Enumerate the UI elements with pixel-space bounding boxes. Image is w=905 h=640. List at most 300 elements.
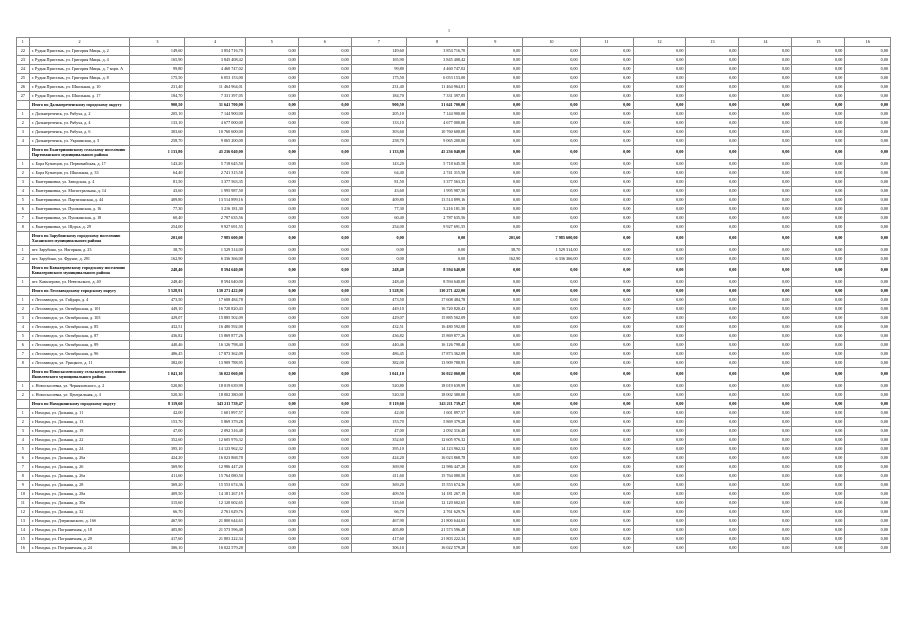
value-cell: 0,00 xyxy=(245,137,298,146)
value-cell: 0,00 xyxy=(633,472,686,481)
value-cell: 16 720 820,43 xyxy=(185,305,245,314)
address-cell: г. Дальнереченск, ул. Украинская, д. 3 xyxy=(29,137,130,146)
value-cell: 0,00 xyxy=(633,56,686,65)
address-cell: Итого по Кавалеровскому городскому поселению Кавалеровского муниципального района xyxy=(29,264,130,278)
value-cell: 13 909 788,95 xyxy=(406,359,467,368)
value-cell: 0,00 xyxy=(298,517,351,526)
address-cell: г. Рудня Пристань, ул. Школьная, д. 10 xyxy=(29,83,130,92)
value-cell: 42,00 xyxy=(130,409,185,418)
value-cell: 0,00 xyxy=(580,196,633,205)
value-cell: 0,00 xyxy=(792,205,845,214)
value-cell: 0,00 xyxy=(468,137,523,146)
value-cell: 258,70 xyxy=(351,137,406,146)
value-cell: 0,00 xyxy=(739,246,792,255)
value-cell: 0,00 xyxy=(298,499,351,508)
value-cell: 0,00 xyxy=(739,278,792,287)
value-cell: 21 800 644,63 xyxy=(185,517,245,526)
value-cell: 162,90 xyxy=(468,255,523,264)
value-cell: 0,00 xyxy=(686,359,739,368)
value-cell: 8 594 640,00 xyxy=(406,278,467,287)
row-number-cell: 22 xyxy=(17,47,30,56)
value-cell: 0,00 xyxy=(633,508,686,517)
row-number-cell: 1 xyxy=(17,160,30,169)
value-cell: 0,00 xyxy=(351,255,406,264)
table-row xyxy=(17,223,891,232)
table-row xyxy=(17,341,891,350)
value-cell: 0,00 xyxy=(468,110,523,119)
value-cell: 0,00 xyxy=(468,214,523,223)
value-cell: 0,00 xyxy=(792,436,845,445)
value-cell: 0,00 xyxy=(523,454,580,463)
value-cell: 13 514 899,16 xyxy=(406,196,467,205)
value-cell: 0,00 xyxy=(580,287,633,296)
value-cell: 0,00 xyxy=(686,391,739,400)
value-cell: 6 336 366,00 xyxy=(185,255,245,264)
table-row xyxy=(17,508,891,517)
value-cell: 0,00 xyxy=(686,47,739,56)
value-cell: 0,00 xyxy=(468,332,523,341)
value-cell: 303,60 xyxy=(351,128,406,137)
value-cell: 0,00 xyxy=(245,382,298,391)
value-cell: 0,00 xyxy=(580,128,633,137)
value-cell: 411,60 xyxy=(351,472,406,481)
value-cell: 231,40 xyxy=(130,83,185,92)
subtotal-row xyxy=(17,146,891,160)
value-cell: 201,60 xyxy=(468,232,523,246)
value-cell: 0,00 xyxy=(633,454,686,463)
table-row xyxy=(17,535,891,544)
value-cell: 0,00 xyxy=(523,101,580,110)
value-cell: 0,00 xyxy=(633,526,686,535)
value-cell: 0,00 xyxy=(792,517,845,526)
value-cell: 2 787 635,56 xyxy=(406,214,467,223)
value-cell: 0,00 xyxy=(792,454,845,463)
value-cell: 0,00 xyxy=(523,314,580,323)
row-number-cell: 27 xyxy=(17,92,30,101)
value-cell: 424,20 xyxy=(130,454,185,463)
table-row xyxy=(17,382,891,391)
value-cell: 417,60 xyxy=(351,535,406,544)
value-cell: 0,00 xyxy=(845,160,891,169)
value-cell: 0,00 xyxy=(845,535,891,544)
value-cell: 0,00 xyxy=(298,128,351,137)
value-cell: 0,00 xyxy=(245,169,298,178)
value-cell: 0,00 xyxy=(351,232,406,246)
value-cell: 0,00 xyxy=(245,517,298,526)
value-cell: 0,00 xyxy=(468,418,523,427)
value-cell: 3 377 563,35 xyxy=(185,178,245,187)
address-cell: г. Находка, ул. Дальняя, д. 30а xyxy=(29,499,130,508)
table-row xyxy=(17,137,891,146)
column-number-row xyxy=(17,38,891,47)
value-cell: 0,00 xyxy=(686,526,739,535)
value-cell: 0,00 xyxy=(845,517,891,526)
row-number-cell: 1 xyxy=(17,246,30,255)
value-cell: 16 023 868,78 xyxy=(406,454,467,463)
value-cell: 149,60 xyxy=(130,47,185,56)
value-cell: 0,00 xyxy=(633,463,686,472)
value-cell: 0,00 xyxy=(686,400,739,409)
value-cell: 0,00 xyxy=(245,65,298,74)
value-cell: 0,00 xyxy=(523,350,580,359)
value-cell: 0,00 xyxy=(739,499,792,508)
value-cell: 130 271 422,00 xyxy=(185,287,245,296)
value-cell: 0,00 xyxy=(686,499,739,508)
table-row xyxy=(17,83,891,92)
value-cell: 0,00 xyxy=(792,409,845,418)
value-cell: 0,00 xyxy=(298,110,351,119)
value-cell: 0,00 xyxy=(686,472,739,481)
value-cell: 4 677 000,00 xyxy=(406,119,467,128)
value-cell: 66,70 xyxy=(351,508,406,517)
value-cell: 0,00 xyxy=(792,296,845,305)
value-cell: 0,00 xyxy=(468,178,523,187)
value-cell: 0,00 xyxy=(298,305,351,314)
value-cell: 0,00 xyxy=(468,146,523,160)
value-cell: 0,00 xyxy=(523,305,580,314)
value-cell: 409,50 xyxy=(351,490,406,499)
value-cell: 0,00 xyxy=(245,481,298,490)
address-cell: с. Бора Кузнецов, ул. Школьная, д. 33 xyxy=(29,169,130,178)
value-cell: 0,00 xyxy=(468,368,523,382)
value-cell: 0,00 xyxy=(633,119,686,128)
value-cell: 0,00 xyxy=(739,332,792,341)
value-cell: 343 211 739,47 xyxy=(406,400,467,409)
value-cell: 0,00 xyxy=(298,83,351,92)
value-cell: 0,00 xyxy=(523,499,580,508)
value-cell: 14 181 267,19 xyxy=(185,490,245,499)
value-cell: 352,60 xyxy=(130,436,185,445)
value-cell: 0,00 xyxy=(468,128,523,137)
value-cell: 0,00 xyxy=(739,232,792,246)
value-cell: 0,00 xyxy=(792,323,845,332)
value-cell: 0,00 xyxy=(633,323,686,332)
row-number-cell: 3 xyxy=(17,178,30,187)
value-cell: 1 601 897,57 xyxy=(185,409,245,418)
value-cell: 8 119,60 xyxy=(130,400,185,409)
value-cell: 382,00 xyxy=(130,359,185,368)
value-cell: 0,00 xyxy=(845,368,891,382)
table-row xyxy=(17,332,891,341)
value-cell: 0,00 xyxy=(523,472,580,481)
value-cell: 1 133,80 xyxy=(130,146,185,160)
value-cell: 1 529 314,00 xyxy=(185,246,245,255)
value-cell: 0,00 xyxy=(468,508,523,517)
value-cell: 13 909 788,95 xyxy=(185,359,245,368)
value-cell: 0,00 xyxy=(686,110,739,119)
value-cell: 0,00 xyxy=(845,223,891,232)
value-cell: 0,00 xyxy=(686,490,739,499)
address-cell: г. Находка, ул. Дальняя, д. 26 xyxy=(29,463,130,472)
value-cell: 0,00 xyxy=(245,400,298,409)
row-number-cell xyxy=(17,264,30,278)
value-cell: 0,00 xyxy=(845,83,891,92)
value-cell: 0,00 xyxy=(468,74,523,83)
value-cell: 0,00 xyxy=(845,92,891,101)
value-cell: 0,00 xyxy=(739,92,792,101)
row-number-cell: 14 xyxy=(17,526,30,535)
value-cell: 0,00 xyxy=(468,427,523,436)
value-cell: 0,00 xyxy=(633,517,686,526)
value-cell: 409,80 xyxy=(351,196,406,205)
row-number-cell: 12 xyxy=(17,508,30,517)
value-cell: 0,00 xyxy=(245,305,298,314)
row-number-cell: 16 xyxy=(17,544,30,553)
value-cell: 0,00 xyxy=(792,427,845,436)
subtotal-row xyxy=(17,287,891,296)
value-cell: 6 336 366,00 xyxy=(523,255,580,264)
value-cell: 0,00 xyxy=(298,296,351,305)
value-cell: 0,00 xyxy=(686,436,739,445)
value-cell: 0,00 xyxy=(739,490,792,499)
value-cell: 0,00 xyxy=(633,101,686,110)
value-cell: 0,00 xyxy=(298,178,351,187)
table-row xyxy=(17,391,891,400)
value-cell: 0,00 xyxy=(245,535,298,544)
value-cell: 0,00 xyxy=(468,205,523,214)
row-number-cell: 4 xyxy=(17,323,30,332)
value-cell: 184,70 xyxy=(351,92,406,101)
row-number-cell: 8 xyxy=(17,223,30,232)
value-cell: 0,00 xyxy=(468,83,523,92)
value-cell: 0,00 xyxy=(523,146,580,160)
value-cell: 0,00 xyxy=(739,472,792,481)
value-cell: 0,00 xyxy=(686,92,739,101)
value-cell: 21 803 222,34 xyxy=(406,535,467,544)
value-cell: 0,00 xyxy=(523,544,580,553)
table-row xyxy=(17,196,891,205)
value-cell: 0,00 xyxy=(580,56,633,65)
value-cell: 0,00 xyxy=(739,110,792,119)
value-cell: 0,00 xyxy=(298,92,351,101)
value-cell: 13 514 899,16 xyxy=(185,196,245,205)
value-cell: 0,00 xyxy=(686,418,739,427)
value-cell: 16 023 868,78 xyxy=(185,454,245,463)
value-cell: 18 002 380,00 xyxy=(185,391,245,400)
value-cell: 0,00 xyxy=(523,187,580,196)
value-cell: 0,00 xyxy=(298,101,351,110)
value-cell: 0,00 xyxy=(468,409,523,418)
value-cell: 0,00 xyxy=(686,382,739,391)
value-cell: 0,00 xyxy=(845,146,891,160)
value-cell: 0,00 xyxy=(686,160,739,169)
value-cell: 0,00 xyxy=(523,65,580,74)
row-number-cell: 7 xyxy=(17,463,30,472)
value-cell: 0,00 xyxy=(298,409,351,418)
value-cell: 0,00 xyxy=(580,137,633,146)
value-cell: 0,00 xyxy=(523,481,580,490)
value-cell: 0,00 xyxy=(580,427,633,436)
value-cell: 0,00 xyxy=(298,232,351,246)
value-cell: 0,00 xyxy=(245,47,298,56)
value-cell: 0,00 xyxy=(739,544,792,553)
value-cell: 1 601 897,57 xyxy=(406,409,467,418)
row-number-cell: 2 xyxy=(17,255,30,264)
value-cell: 0,00 xyxy=(468,323,523,332)
value-cell: 0,00 xyxy=(468,160,523,169)
row-number-cell: 5 xyxy=(17,196,30,205)
value-cell: 0,00 xyxy=(633,169,686,178)
value-cell: 0,00 xyxy=(468,119,523,128)
address-cell: г. Находка, ул. Дальняя, д. 13 xyxy=(29,418,130,427)
value-cell: 0,00 xyxy=(686,454,739,463)
value-cell: 0,00 xyxy=(739,305,792,314)
value-cell: 4 677 000,00 xyxy=(185,119,245,128)
row-number-cell: 1 xyxy=(17,382,30,391)
value-cell: 17 608 484,78 xyxy=(185,296,245,305)
value-cell: 0,00 xyxy=(739,350,792,359)
value-cell: 7 331 397,05 xyxy=(185,92,245,101)
address-cell: г. Лесозаводск, ул. Октябрьская, д. 87 xyxy=(29,332,130,341)
value-cell: 0,00 xyxy=(739,187,792,196)
value-cell: 0,00 xyxy=(633,368,686,382)
value-cell: 0,00 xyxy=(245,391,298,400)
value-cell: 0,00 xyxy=(468,264,523,278)
row-number-cell xyxy=(17,146,30,160)
row-number-cell: 1 xyxy=(17,409,30,418)
value-cell: 0,00 xyxy=(739,323,792,332)
address-cell: г. Находка, ул. Пограничная, д. 18 xyxy=(29,526,130,535)
value-cell: 0,00 xyxy=(245,490,298,499)
value-cell: 0,00 xyxy=(633,83,686,92)
table-row xyxy=(17,481,891,490)
value-cell: 16 126 798,40 xyxy=(185,341,245,350)
value-cell: 0,00 xyxy=(245,160,298,169)
value-cell: 0,00 xyxy=(686,255,739,264)
address-cell: г. Находка, ул. Дальняя, д. 28а xyxy=(29,490,130,499)
value-cell: 0,00 xyxy=(580,74,633,83)
value-cell: 0,00 xyxy=(298,400,351,409)
value-cell: 0,00 xyxy=(633,178,686,187)
value-cell: 369,90 xyxy=(351,463,406,472)
value-cell: 0,00 xyxy=(468,517,523,526)
value-cell: 0,00 xyxy=(245,287,298,296)
value-cell: 0,00 xyxy=(792,214,845,223)
value-cell: 0,00 xyxy=(298,137,351,146)
value-cell: 0,00 xyxy=(686,350,739,359)
value-cell: 0,00 xyxy=(792,264,845,278)
value-cell: 411,60 xyxy=(130,472,185,481)
value-cell: 36 022 060,00 xyxy=(185,368,245,382)
row-number-cell: 10 xyxy=(17,490,30,499)
value-cell: 0,00 xyxy=(739,418,792,427)
value-cell: 60,40 xyxy=(351,214,406,223)
value-cell: 0,00 xyxy=(468,436,523,445)
value-cell: 0,00 xyxy=(580,535,633,544)
value-cell: 0,00 xyxy=(739,427,792,436)
value-cell: 0,00 xyxy=(633,391,686,400)
value-cell: 6 053 153,00 xyxy=(185,74,245,83)
value-cell: 0,00 xyxy=(580,214,633,223)
row-number-cell: 1 xyxy=(17,278,30,287)
value-cell: 1 995 987,50 xyxy=(185,187,245,196)
value-cell: 7 985 600,00 xyxy=(185,232,245,246)
value-cell: 16 480 592,00 xyxy=(406,323,467,332)
value-cell: 0,00 xyxy=(792,481,845,490)
row-number-cell: 2 xyxy=(17,169,30,178)
value-cell: 900,50 xyxy=(130,101,185,110)
address-cell: г. Лесозаводск, ул. Октябрьская, д. 103 xyxy=(29,314,130,323)
row-number-cell: 2 xyxy=(17,305,30,314)
row-number-cell xyxy=(17,400,30,409)
value-cell: 16 022 579,28 xyxy=(406,544,467,553)
value-cell: 0,00 xyxy=(792,246,845,255)
value-cell: 0,00 xyxy=(580,47,633,56)
value-cell: 0,00 xyxy=(468,296,523,305)
value-cell: 0,00 xyxy=(633,314,686,323)
value-cell: 0,00 xyxy=(633,160,686,169)
value-cell: 0,00 xyxy=(580,391,633,400)
value-cell: 0,00 xyxy=(298,332,351,341)
address-cell: пгт. Кавалерово, ул. Невельского, д. 40 xyxy=(29,278,130,287)
value-cell: 0,00 xyxy=(298,445,351,454)
value-cell: 15 764 080,50 xyxy=(406,472,467,481)
address-cell: с. Екатериновка, ул. Пушкинская, д. 18 xyxy=(29,214,130,223)
value-cell: 0,00 xyxy=(739,169,792,178)
value-cell: 0,00 xyxy=(845,56,891,65)
value-cell: 0,00 xyxy=(686,544,739,553)
value-cell: 0,00 xyxy=(245,436,298,445)
value-cell: 0,00 xyxy=(523,56,580,65)
table-row xyxy=(17,359,891,368)
table-row xyxy=(17,255,891,264)
value-cell: 0,00 xyxy=(686,214,739,223)
value-cell: 0,00 xyxy=(580,296,633,305)
value-cell: 0,00 xyxy=(686,169,739,178)
value-cell: 0,00 xyxy=(245,187,298,196)
value-cell: 0,00 xyxy=(686,119,739,128)
value-cell: 0,00 xyxy=(468,223,523,232)
value-cell: 0,00 xyxy=(468,544,523,553)
value-cell: 3 854 716,70 xyxy=(185,47,245,56)
table-row xyxy=(17,47,891,56)
row-number-cell: 3 xyxy=(17,427,30,436)
subtotal-row xyxy=(17,400,891,409)
value-cell: 0,00 xyxy=(468,391,523,400)
value-cell: 0,00 xyxy=(633,246,686,255)
value-cell: 0,00 xyxy=(633,110,686,119)
value-cell: 3 528,91 xyxy=(351,287,406,296)
value-cell: 205,10 xyxy=(351,110,406,119)
value-cell: 99,80 xyxy=(130,65,185,74)
value-cell: 0,00 xyxy=(633,196,686,205)
value-cell: 0,00 xyxy=(298,65,351,74)
value-cell: 0,00 xyxy=(580,110,633,119)
address-cell: г. Находка, ул. Дальняя, д. 28 xyxy=(29,481,130,490)
value-cell: 47,00 xyxy=(130,427,185,436)
value-cell: 0,00 xyxy=(580,119,633,128)
value-cell: 1 041,10 xyxy=(130,368,185,382)
value-cell: 205,10 xyxy=(130,110,185,119)
value-cell: 0,00 xyxy=(298,205,351,214)
value-cell: 0,00 xyxy=(468,490,523,499)
value-cell: 0,00 xyxy=(845,305,891,314)
value-cell: 0,00 xyxy=(739,400,792,409)
value-cell: 0,00 xyxy=(633,305,686,314)
value-cell: 0,00 xyxy=(739,56,792,65)
value-cell: 0,00 xyxy=(845,445,891,454)
value-cell: 467,90 xyxy=(130,517,185,526)
value-cell: 520,80 xyxy=(351,382,406,391)
value-cell: 0,00 xyxy=(845,350,891,359)
value-cell: 520,30 xyxy=(351,391,406,400)
value-cell: 0,00 xyxy=(686,196,739,205)
value-cell: 0,00 xyxy=(245,341,298,350)
value-cell: 0,00 xyxy=(298,544,351,553)
address-cell: Итого по Дальнереченскому городскому округу xyxy=(29,101,130,110)
address-cell: г. Лесозаводск, ул. Октябрьская, д. 96 xyxy=(29,350,130,359)
value-cell: 486,45 xyxy=(351,350,406,359)
